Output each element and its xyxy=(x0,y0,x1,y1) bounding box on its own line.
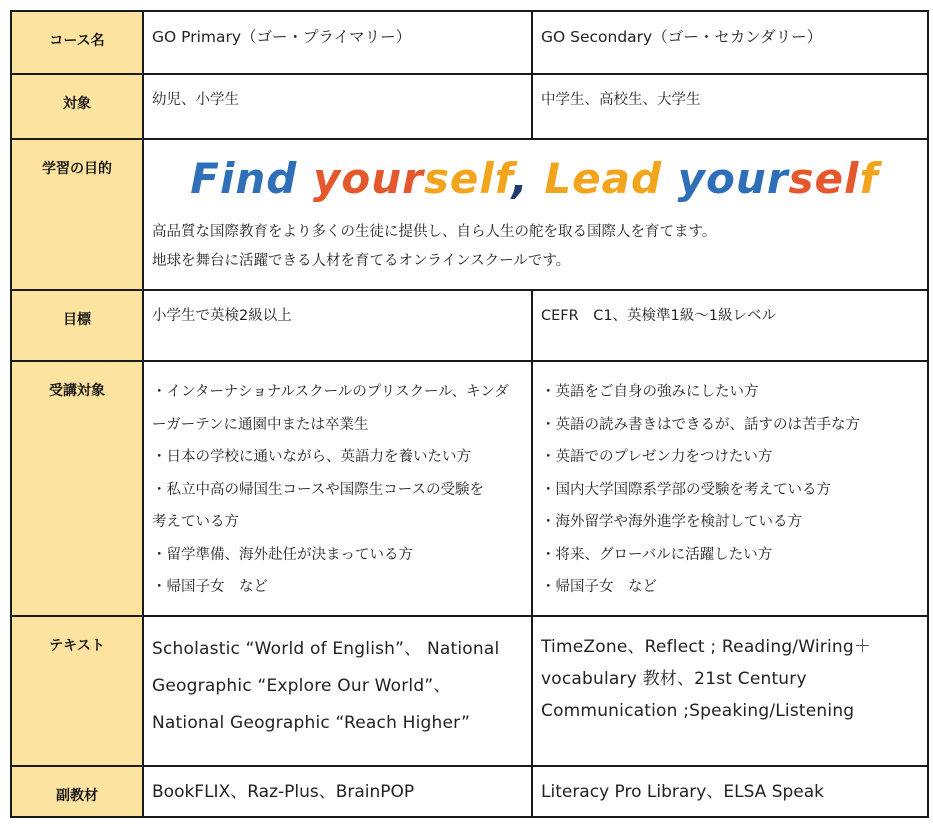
slogan-letter: l xyxy=(479,154,495,203)
slogan-letter: f xyxy=(494,154,512,203)
slogan-letter: d xyxy=(266,154,298,203)
purpose-line-2: 地球を舞台に活躍できる人材を育てるオンラインスクールです。 xyxy=(152,253,571,269)
slogan-letter: y xyxy=(677,154,707,203)
slogan-letter: e xyxy=(449,154,480,203)
row-course-name xyxy=(11,11,928,74)
primary-audience xyxy=(143,361,532,616)
audience-list-item: ーガーテンに通園中または卒業生 xyxy=(152,416,369,433)
slogan-letter: f xyxy=(859,154,879,203)
slogan-letter: e xyxy=(814,154,845,203)
audience-list-item: ・日本の学校に通いながら、英語力を養いたい方 xyxy=(152,449,471,465)
secondary-audience xyxy=(532,361,928,616)
label-target: 対象 xyxy=(11,74,143,139)
primary-textbook xyxy=(143,616,532,766)
secondary-supplementary: Literacy Pro Library、ELSA Speak xyxy=(532,766,928,817)
row-audience xyxy=(11,361,928,616)
slogan-letter: e xyxy=(572,154,602,203)
primary-textbook-line: Geographic “Explore Our World”、 xyxy=(152,676,451,696)
row-textbook xyxy=(11,616,928,766)
slogan-letter: i xyxy=(219,154,236,203)
primary-audience-list xyxy=(152,376,521,604)
audience-list-item: ・インターナショナルスクールのプリスクール、キンダ xyxy=(152,384,509,400)
slogan-letter: l xyxy=(844,154,860,203)
slogan-letter: r xyxy=(766,154,789,203)
secondary-target: 中学生、高校生、大学生 xyxy=(532,74,928,139)
primary-supplementary: BookFLIX、Raz-Plus、BrainPOP xyxy=(143,766,532,817)
slogan-letter: a xyxy=(601,154,631,203)
audience-list-item: ・英語の読み書きはできるが、話すのは苦手な方 xyxy=(541,416,860,433)
secondary-textbook-line: Communication ;Speaking/Listening xyxy=(541,701,855,721)
secondary-audience-list xyxy=(541,376,917,604)
primary-target: 幼児、小学生 xyxy=(143,74,532,139)
slogan-letter: r xyxy=(402,154,424,203)
row-target xyxy=(11,74,928,139)
slogan-letter: , xyxy=(511,154,529,203)
row-purpose xyxy=(11,139,928,290)
secondary-goal: CEFR C1、英検準1級～1級レベル xyxy=(532,290,928,361)
slogan-letter: F xyxy=(190,154,220,203)
row-supplementary xyxy=(11,766,928,817)
audience-list-item: ・帰国子女 など xyxy=(541,579,657,595)
primary-course-name: GO Primary（ゴー・プライマリー） xyxy=(143,11,532,74)
slogan-letter: L xyxy=(544,154,573,203)
slogan-letter: u xyxy=(371,154,403,203)
audience-list-item: ・英語をご自身の強みにしたい方 xyxy=(541,384,759,400)
secondary-textbook-line: TimeZone、Reflect ; Reading/Wiring＋ xyxy=(541,637,872,657)
audience-list-item: ・帰国子女 など xyxy=(152,579,268,595)
secondary-course-name: GO Secondary（ゴー・セカンダリー） xyxy=(532,11,928,74)
slogan-letter: u xyxy=(735,154,767,203)
slogan-letter: o xyxy=(341,154,372,203)
course-comparison-table xyxy=(10,10,929,818)
purpose-line-1: 高品質な国際教育をより多くの生徒に提供し、自ら人生の舵を取る国際人を育てます。 xyxy=(152,224,717,240)
audience-list-item: 考えている方 xyxy=(152,514,239,530)
audience-list-item: ・留学準備、海外赴任が決まっている方 xyxy=(152,546,413,563)
slogan-letter xyxy=(662,154,678,203)
label-supplementary: 副教材 xyxy=(11,766,143,817)
label-textbook: テキスト xyxy=(11,616,143,766)
label-course-name: コース名 xyxy=(11,11,143,74)
label-audience: 受講対象 xyxy=(11,361,143,616)
secondary-textbook-line: vocabulary 教材、21st Century xyxy=(541,669,807,689)
slogan-heading xyxy=(152,154,917,204)
primary-goal: 小学生で英検2級以上 xyxy=(143,290,532,361)
slogan-letter: o xyxy=(706,154,736,203)
slogan-letter: s xyxy=(788,154,815,203)
audience-list-item: ・国内大学国際系学部の受験を考えている方 xyxy=(541,481,831,498)
label-goal: 目標 xyxy=(11,290,143,361)
slogan-letter: n xyxy=(235,154,267,203)
slogan-letter xyxy=(297,154,313,203)
primary-textbook-line: Scholastic “World of English”、 National xyxy=(152,639,500,659)
audience-list-item: ・将来、グローバルに活躍したい方 xyxy=(541,546,773,563)
secondary-textbook xyxy=(532,616,928,766)
row-goal xyxy=(11,290,928,361)
purpose-content xyxy=(143,139,928,290)
audience-list-item: ・海外留学や海外進学を検討している方 xyxy=(541,514,802,530)
slogan-letter: d xyxy=(630,154,663,203)
slogan-letter xyxy=(529,154,545,203)
slogan-letter: s xyxy=(423,154,450,203)
audience-list-item: ・私立中高の帰国生コースや国際生コースの受験を xyxy=(152,481,485,498)
primary-textbook-line: National Geographic “Reach Higher” xyxy=(152,713,471,733)
slogan-letter: y xyxy=(312,154,342,203)
label-purpose: 学習の目的 xyxy=(11,139,143,290)
audience-list-item: ・英語でのプレゼン力をつけたい方 xyxy=(541,449,773,465)
